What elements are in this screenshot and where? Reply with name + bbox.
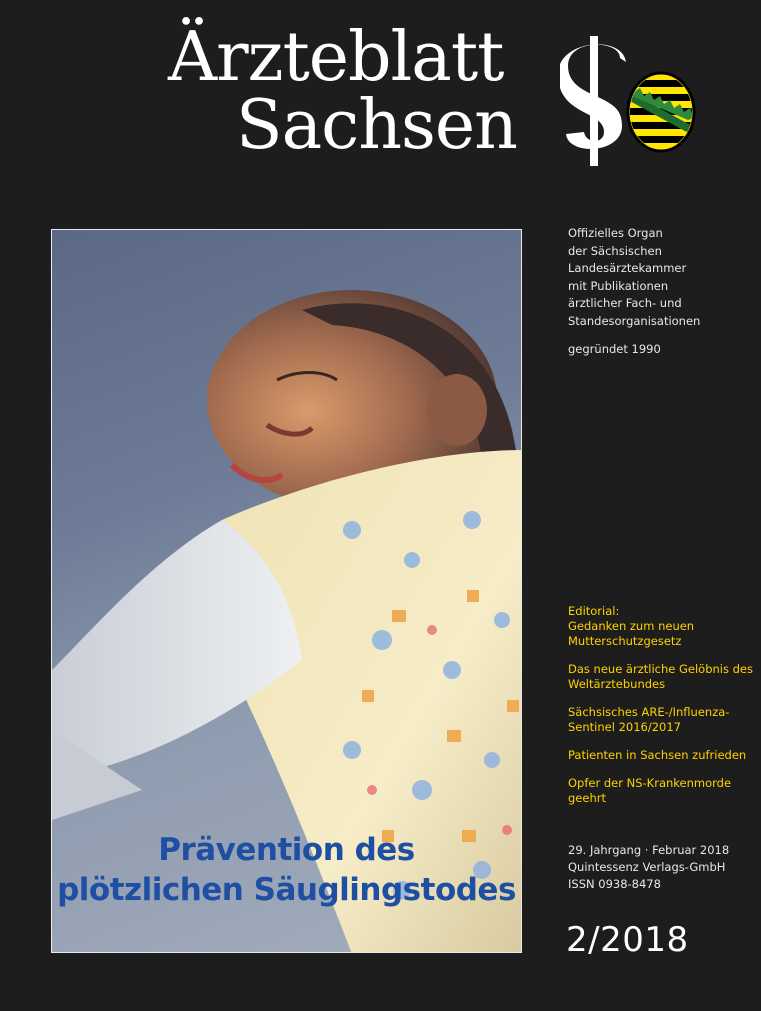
toc-item-line: Sächsisches ARE-/Influenza- bbox=[568, 705, 730, 719]
publication-info bbox=[568, 842, 753, 893]
toc-item-line: geehrt bbox=[568, 791, 606, 805]
toc-item bbox=[568, 705, 753, 735]
slaek-logo-icon bbox=[560, 36, 700, 166]
masthead-title-line1: Ärzteblatt bbox=[168, 18, 504, 97]
info-line: Standesorganisationen bbox=[568, 313, 701, 328]
toc-item bbox=[568, 662, 753, 692]
cover-headline-line2: plötzlichen Säuglingstodes bbox=[57, 872, 516, 908]
saxony-coat-of-arms-icon bbox=[626, 73, 696, 151]
toc-item-line: Opfer der NS-Krankenmorde bbox=[568, 776, 732, 790]
cover-photo bbox=[51, 229, 522, 953]
publisher-description bbox=[568, 225, 753, 330]
issn: ISSN 0938-8478 bbox=[568, 877, 661, 891]
toc-item-line: Patienten in Sachsen zufrieden bbox=[568, 748, 747, 762]
toc-item bbox=[568, 604, 753, 649]
toc-item-line: Mutterschutzgesetz bbox=[568, 634, 682, 648]
info-line: Offizielles Organ bbox=[568, 226, 663, 240]
info-line: Landesärztekammer bbox=[568, 261, 687, 275]
publisher-name: Quintessenz Verlags-GmbH bbox=[568, 860, 726, 874]
toc-item-line: Weltärztebundes bbox=[568, 677, 666, 691]
toc-item bbox=[568, 748, 753, 763]
table-of-contents bbox=[568, 604, 753, 819]
founded-date: gegründet 1990 bbox=[568, 342, 661, 356]
toc-item-line: Editorial: bbox=[568, 604, 620, 618]
toc-item bbox=[568, 776, 753, 806]
issue-number: 2/2018 bbox=[566, 920, 689, 960]
cover-headline-line1: Prävention des bbox=[158, 832, 415, 868]
toc-item-line: Das neue ärztliche Gelöbnis des bbox=[568, 662, 753, 676]
masthead-title-line2: Sachsen bbox=[236, 86, 517, 165]
toc-item-line: Sentinel 2016/2017 bbox=[568, 720, 681, 734]
info-line: der Sächsischen bbox=[568, 243, 662, 258]
toc-item-line: Gedanken zum neuen bbox=[568, 619, 695, 633]
volume-date: 29. Jahrgang · Februar 2018 bbox=[568, 843, 730, 857]
info-line: ärztlicher Fach- und bbox=[568, 296, 682, 310]
info-line: mit Publikationen bbox=[568, 278, 669, 293]
